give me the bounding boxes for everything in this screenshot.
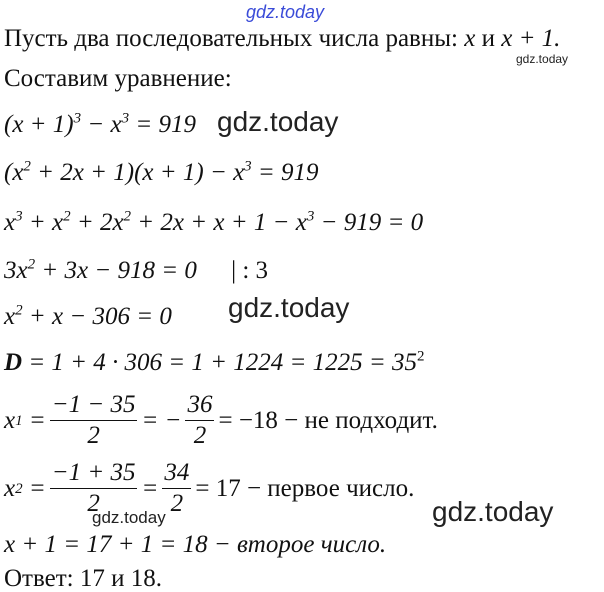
intro-line: [4, 26, 560, 51]
intro-var-x-plus-1: x + 1.: [501, 25, 561, 52]
equation-second-number: x + 1 = 17 + 1 = 18 − второе число.: [4, 531, 387, 558]
fraction-x1-b: $\frac{36}{2}$: [187, 391, 213, 450]
watermark-top: gdz.today: [246, 2, 325, 22]
fraction-x2-b: $\frac{34}{2}$: [164, 459, 190, 518]
equation-3: $x^3 + x^2 + 2x^2 + 2x + x + 1 - x^3 - 919 = 0$: [4, 208, 424, 236]
answer: Ответ: 17 и 18.: [4, 565, 162, 592]
equation-5: $x^2 + x - 306 = 0$: [4, 302, 172, 330]
watermark-small: gdz.today: [516, 52, 569, 66]
divide-note: | : 3: [231, 257, 269, 284]
discriminant: $D = 1 + 4 \cdot 306 = 1 + 1224 = 1225 = 35^2$: [4, 348, 425, 376]
fraction-x2-a: $\frac{-1 + 35}{2}$: [51, 459, 136, 518]
equation-4: $3x^2 + 3x - 918 = 0$ | : 3: [4, 256, 269, 284]
equation-1: $(x + 1)^3 - x^3 = 919$: [4, 110, 196, 138]
intro-var-x: x: [464, 25, 476, 52]
fraction-x1-a: $\frac{-1 - 35}{2}$: [51, 391, 136, 450]
watermark-eq5: gdz.today: [228, 292, 350, 323]
root-x1: x 1 = $\frac{-1 - 35}{2}$ = − $\frac{36}{2}$ = −18 − не подходит.: [4, 391, 438, 450]
watermark-eq1: gdz.today: [217, 106, 339, 137]
equation-2: $(x^2 + 2x + 1)(x + 1) - x^3 = 919$: [4, 158, 319, 186]
watermark-bottom-left: gdz.today: [92, 508, 166, 527]
watermark-bottom-right: gdz.today: [432, 496, 554, 527]
intro-and: и: [481, 25, 495, 52]
compose-heading: Составим уравнение:: [4, 65, 232, 92]
root-x2: x 2 = $\frac{-1 + 35}{2}$ = $\frac{34}{2}$ = 17 − первое число.: [4, 459, 415, 518]
intro-text: Пусть два последовательных числа равны:: [4, 25, 458, 52]
